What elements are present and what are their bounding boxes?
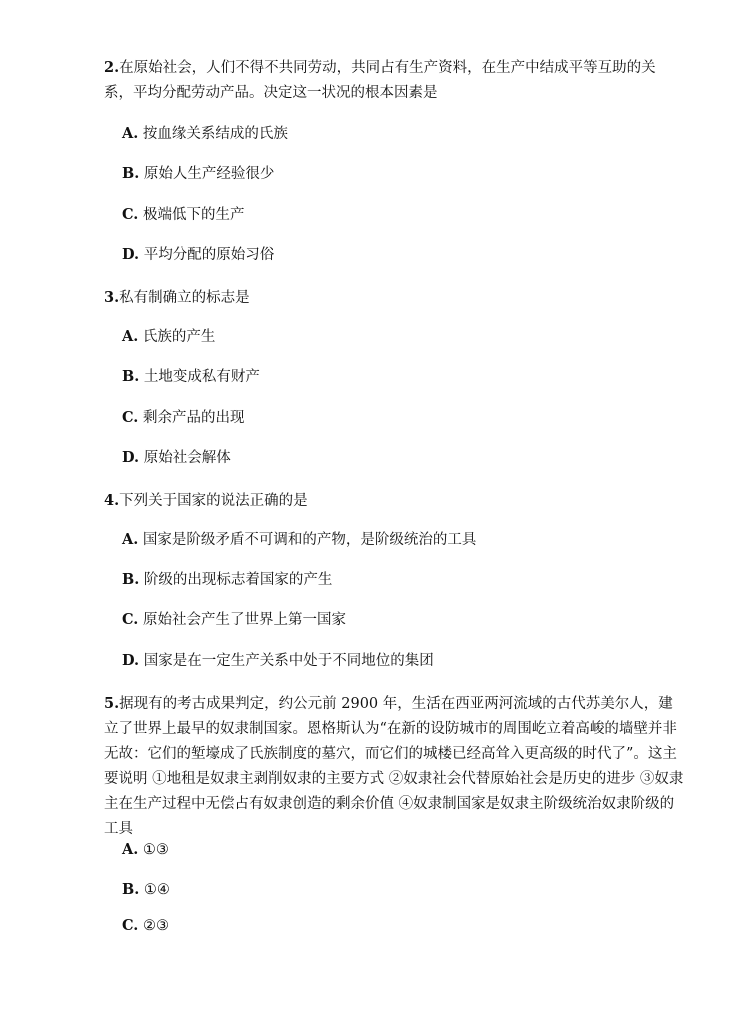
option-label: B. bbox=[122, 571, 140, 588]
question-stem bbox=[104, 55, 684, 106]
option-text: 按血缘关系结成的氏族 bbox=[142, 126, 288, 142]
option-label: C. bbox=[122, 917, 139, 934]
option-text: 国家是在一定生产关系中处于不同地位的集团 bbox=[143, 653, 434, 669]
option-label: A. bbox=[122, 328, 139, 345]
question-2 bbox=[104, 55, 684, 106]
question-text: 在原始社会，人们不得不共同劳动，共同占有生产资料，在生产中结成平等互助的关系，平均分配劳动产品。决定这一状况的根本因素是 bbox=[104, 60, 656, 101]
option-c bbox=[122, 610, 346, 630]
option-text: 原始社会产生了世界上第一国家 bbox=[142, 612, 346, 628]
option-a bbox=[122, 530, 476, 550]
option-label: B. bbox=[122, 368, 140, 385]
option-label: C. bbox=[122, 206, 139, 223]
option-text: 剩余产品的出现 bbox=[142, 410, 245, 426]
option-text: 阶级的出现标志着国家的产生 bbox=[143, 572, 333, 588]
option-label: A. bbox=[122, 531, 139, 548]
option-text: 国家是阶级矛盾不可调和的产物，是阶级统治的工具 bbox=[142, 532, 477, 548]
option-label: D. bbox=[122, 449, 140, 466]
option-c bbox=[122, 408, 244, 428]
question-stem bbox=[104, 691, 684, 842]
option-text: ①③ bbox=[142, 842, 169, 858]
option-label: D. bbox=[122, 652, 140, 669]
option-label: C. bbox=[122, 611, 139, 628]
option-a bbox=[122, 124, 288, 144]
option-text: 极端低下的生产 bbox=[142, 207, 245, 223]
option-b bbox=[122, 880, 170, 900]
option-label: A. bbox=[122, 125, 139, 142]
question-text: 据现有的考古成果判定，约公元前 2900 年，生活在西亚两河流域的古代苏美尔人，建立了世界上最早的奴隶制国家。恩格斯认为“在新的设防城市的周围屹立着高峻的墙壁并非无故：它们的堑壕成了氏族制度的墓穴，而它们的城楼已经高耸入更高级的时代了”。这主要说明 ①地租是奴隶主剥削奴隶的主要方式 ②奴隶社会代替原始社会是历史的进步 ③奴隶主在生产过程中无偿占有奴隶创造的剩余价值 ④奴隶制国家是奴隶主阶级统治奴隶阶级的工具 bbox=[104, 696, 684, 837]
option-text: 氏族的产生 bbox=[142, 329, 216, 345]
option-text: ②③ bbox=[142, 918, 169, 934]
option-d bbox=[122, 245, 274, 265]
option-label: B. bbox=[122, 881, 140, 898]
question-number: 2. bbox=[104, 59, 120, 76]
option-text: 原始人生产经验很少 bbox=[143, 166, 275, 182]
option-label: B. bbox=[122, 165, 140, 182]
question-4 bbox=[104, 488, 684, 514]
question-stem bbox=[104, 285, 684, 311]
question-number: 3. bbox=[104, 289, 120, 306]
question-text: 私有制确立的标志是 bbox=[119, 290, 250, 306]
question-number: 4. bbox=[104, 492, 120, 509]
option-c bbox=[122, 916, 169, 936]
option-text: ①④ bbox=[143, 882, 170, 898]
question-stem bbox=[104, 488, 684, 514]
question-number: 5. bbox=[104, 695, 120, 712]
option-b bbox=[122, 367, 260, 387]
option-text: 土地变成私有财产 bbox=[143, 369, 260, 385]
option-label: A. bbox=[122, 841, 139, 858]
question-3 bbox=[104, 285, 684, 311]
option-d bbox=[122, 448, 231, 468]
option-text: 原始社会解体 bbox=[143, 450, 231, 466]
option-b bbox=[122, 164, 274, 184]
option-label: C. bbox=[122, 409, 139, 426]
option-text: 平均分配的原始习俗 bbox=[143, 247, 275, 263]
question-5 bbox=[104, 691, 684, 842]
option-a bbox=[122, 327, 215, 347]
option-a bbox=[122, 840, 169, 860]
option-label: D. bbox=[122, 246, 140, 263]
option-d bbox=[122, 651, 434, 671]
option-b bbox=[122, 570, 332, 590]
option-c bbox=[122, 205, 244, 225]
question-text: 下列关于国家的说法正确的是 bbox=[119, 493, 308, 509]
